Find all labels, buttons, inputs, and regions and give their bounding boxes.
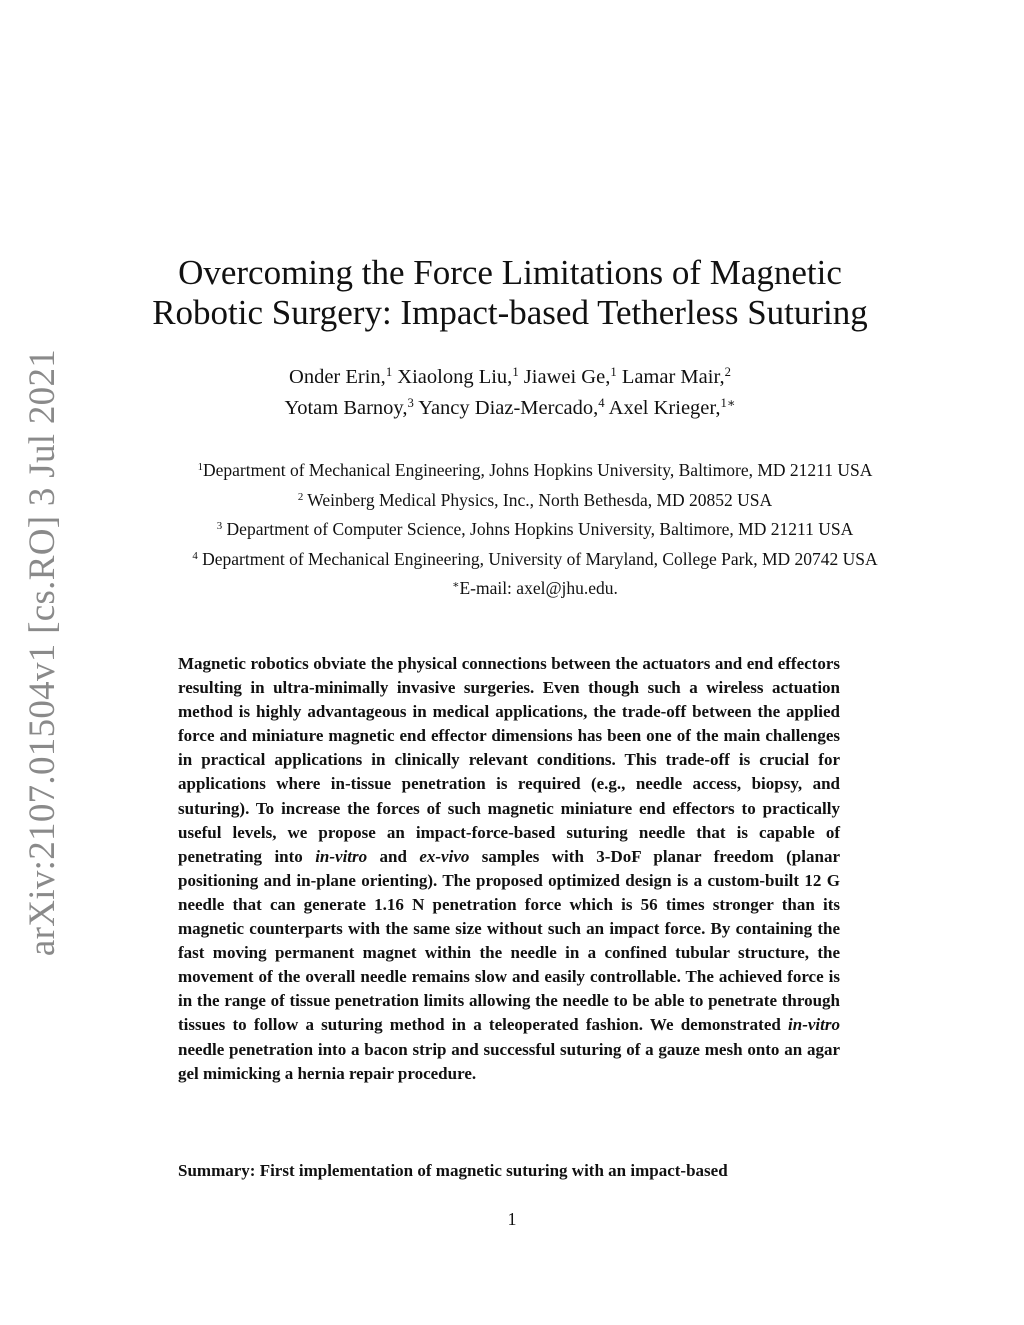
author: Yancy Diaz-Mercado,$^4$	[418, 396, 605, 419]
author: Onder Erin,$^1$	[289, 365, 393, 388]
title-line-1: Overcoming the Force Limitations of Magnetic	[178, 253, 842, 292]
abstract: Magnetic robotics obviate the physical connections between the actuators and end effectors resulting in ultra-minimally invasive surgeries. Even though such a wireless actuation method is highly advantageous in medical applications, the trade-off between the applied force and miniature magnetic end effector dimensions has been one of the main challenges in practical applications in clinically relevant conditions. This trade-off is crucial for applications where in-tissue penetration is required (e.g., needle access, biopsy, and suturing). To increase the forces of such magnetic miniature end effectors to practically useful levels, we propose an impact-force-based suturing needle that is capable of penetrating into in-vitro and ex-vivo samples with 3-DoF planar freedom (planar positioning and in-plane orienting). The proposed optimized design is a custom-built 12 G needle that can generate 1.16 N penetration force which is 56 times stronger than its magnetic counterparts with the same size without such an impact force. By containing the fast moving permanent magnet within the needle in a confined tubular structure, the movement of the overall needle remains slow and easily controllable. The achieved force is in the range of tissue penetration limits allowing the needle to be able to penetrate through tissues to follow a suturing method in a teleoperated fashion. We demonstrated in-vitro needle penetration into a bacon strip and successful suturing of a gauze mesh onto an agar gel mimicking a hernia repair procedure.	[178, 654, 840, 1083]
summary: Summary: First implementation of magnetic suturing with an impact-based	[178, 1161, 728, 1180]
affiliation-2: $^2$ Weinberg Medical Physics, Inc., North Bethesda, MD 20852 USA	[297, 489, 773, 510]
affiliation-4: $^4$ Department of Mechanical Engineering, University of Maryland, College Park, MD 20742 USA	[192, 548, 878, 569]
arxiv-identifier	[4, 348, 82, 956]
contact-email: ∗E-mail: axel@jhu.edu.	[452, 578, 618, 598]
paper-title	[100, 253, 920, 333]
author: Lamar Mair,$^2$	[621, 365, 731, 388]
author: Axel Krieger,$^{1∗}$	[608, 396, 736, 419]
affiliation-1: $^1$Department of Mechanical Engineering, Johns Hopkins University, Baltimore, MD 21211 USA	[197, 460, 873, 480]
author: Yotam Barnoy,$^3$	[284, 396, 414, 419]
title-line-2: Robotic Surgery: Impact-based Tetherless Suturing	[152, 293, 868, 332]
author-list	[100, 362, 920, 424]
author: Xiaolong Liu,$^1$	[397, 365, 519, 388]
page-number: 1	[507, 1209, 517, 1229]
arxiv-id-text: arXiv:2107.01504v1 [cs.RO] 3 Jul 2021	[22, 348, 64, 956]
author: Jiawei Ge,$^1$	[523, 365, 617, 388]
affiliations	[80, 456, 990, 604]
affiliation-3: $^3$ Department of Computer Science, Johns Hopkins University, Baltimore, MD 21211 USA	[216, 519, 854, 539]
